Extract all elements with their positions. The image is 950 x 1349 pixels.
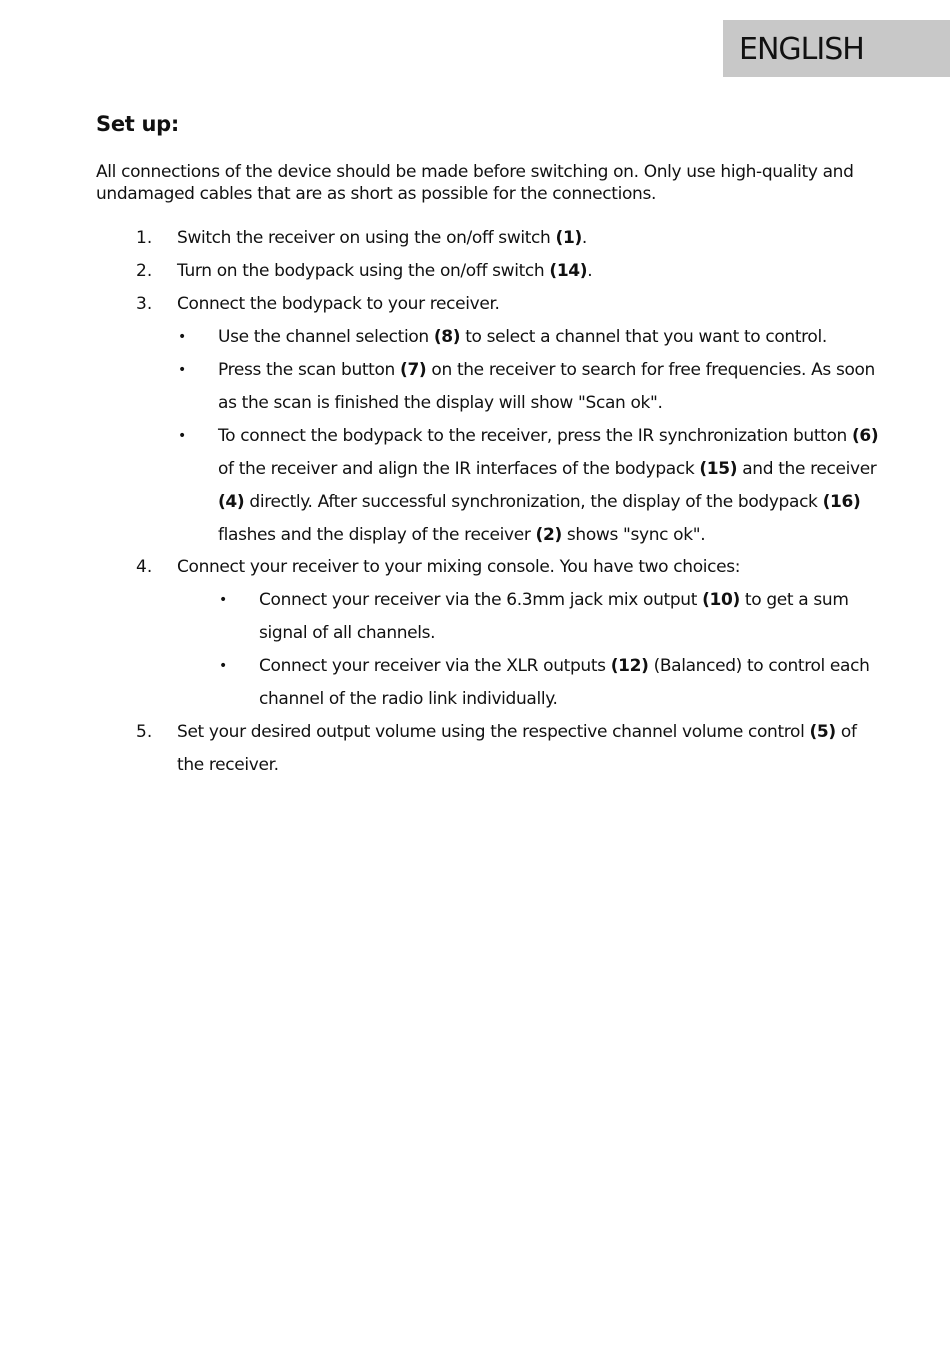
- step-3-text: Connect the bodypack to your receiver.: [177, 294, 500, 314]
- part-reference: (6): [852, 426, 879, 446]
- step-5-text: Set your desired output volume using the respective channel volume control (5) of the receiver.: [177, 722, 857, 775]
- step-number: 2.: [136, 261, 153, 281]
- step-4-text: Connect your receiver to your mixing console. You have two choices:: [177, 557, 741, 577]
- intro-paragraph: All connections of the device should be made before switching on. Only use high-quality and undamaged cables that are as short as possible for the connections.: [96, 162, 854, 204]
- part-reference: (7): [400, 360, 427, 380]
- part-reference: (8): [433, 327, 461, 347]
- step-3-bullet-1: Use the channel selection (8) to select a channel that you want to control.: [218, 327, 827, 347]
- step-3-bullet-2: Press the scan button (7) on the receiver to search for free frequencies. As soon as the scan is finished the display will show "Scan ok".: [218, 360, 875, 413]
- part-reference: (14): [549, 261, 588, 281]
- part-reference: (2): [535, 525, 562, 545]
- step-number: 1.: [136, 228, 153, 248]
- step-4-bullet-2: Connect your receiver via the XLR outputs (12) (Balanced) to control each channel of the radio link individually.: [259, 656, 870, 709]
- bullet-icon: •: [178, 428, 187, 444]
- part-reference: (1): [555, 228, 582, 248]
- section-title: Set up:: [96, 112, 179, 136]
- step-1-text: Switch the receiver on using the on/off switch (1).: [177, 228, 587, 248]
- step-number: 3.: [136, 294, 153, 314]
- bullet-icon: •: [219, 658, 228, 674]
- bullet-icon: •: [219, 592, 228, 608]
- part-reference: (5): [809, 722, 836, 742]
- part-reference: (12): [610, 656, 649, 676]
- step-number: 4.: [136, 557, 153, 577]
- step-2-text: Turn on the bodypack using the on/off switch (14).: [177, 261, 593, 281]
- bullet-icon: •: [178, 362, 187, 378]
- bullet-icon: •: [178, 329, 187, 345]
- step-3-bullet-3: To connect the bodypack to the receiver, press the IR synchronization button (6) of the receiver and align the IR interfaces of the bodypack (15) and the receiver (4) directly. After successful synchronization, the display of the bodypack (16) flashes and the display of the receiver (2) shows "sync ok".: [218, 426, 879, 545]
- step-number: 5.: [136, 722, 153, 742]
- step-4-bullet-1: Connect your receiver via the 6.3mm jack mix output (10) to get a sum signal of all channels.: [259, 590, 849, 643]
- part-reference: (4): [218, 492, 245, 512]
- part-reference: (15): [699, 459, 738, 479]
- part-reference: (10): [702, 590, 740, 610]
- language-tab: ENGLISH: [723, 20, 950, 77]
- part-reference: (16): [822, 492, 861, 512]
